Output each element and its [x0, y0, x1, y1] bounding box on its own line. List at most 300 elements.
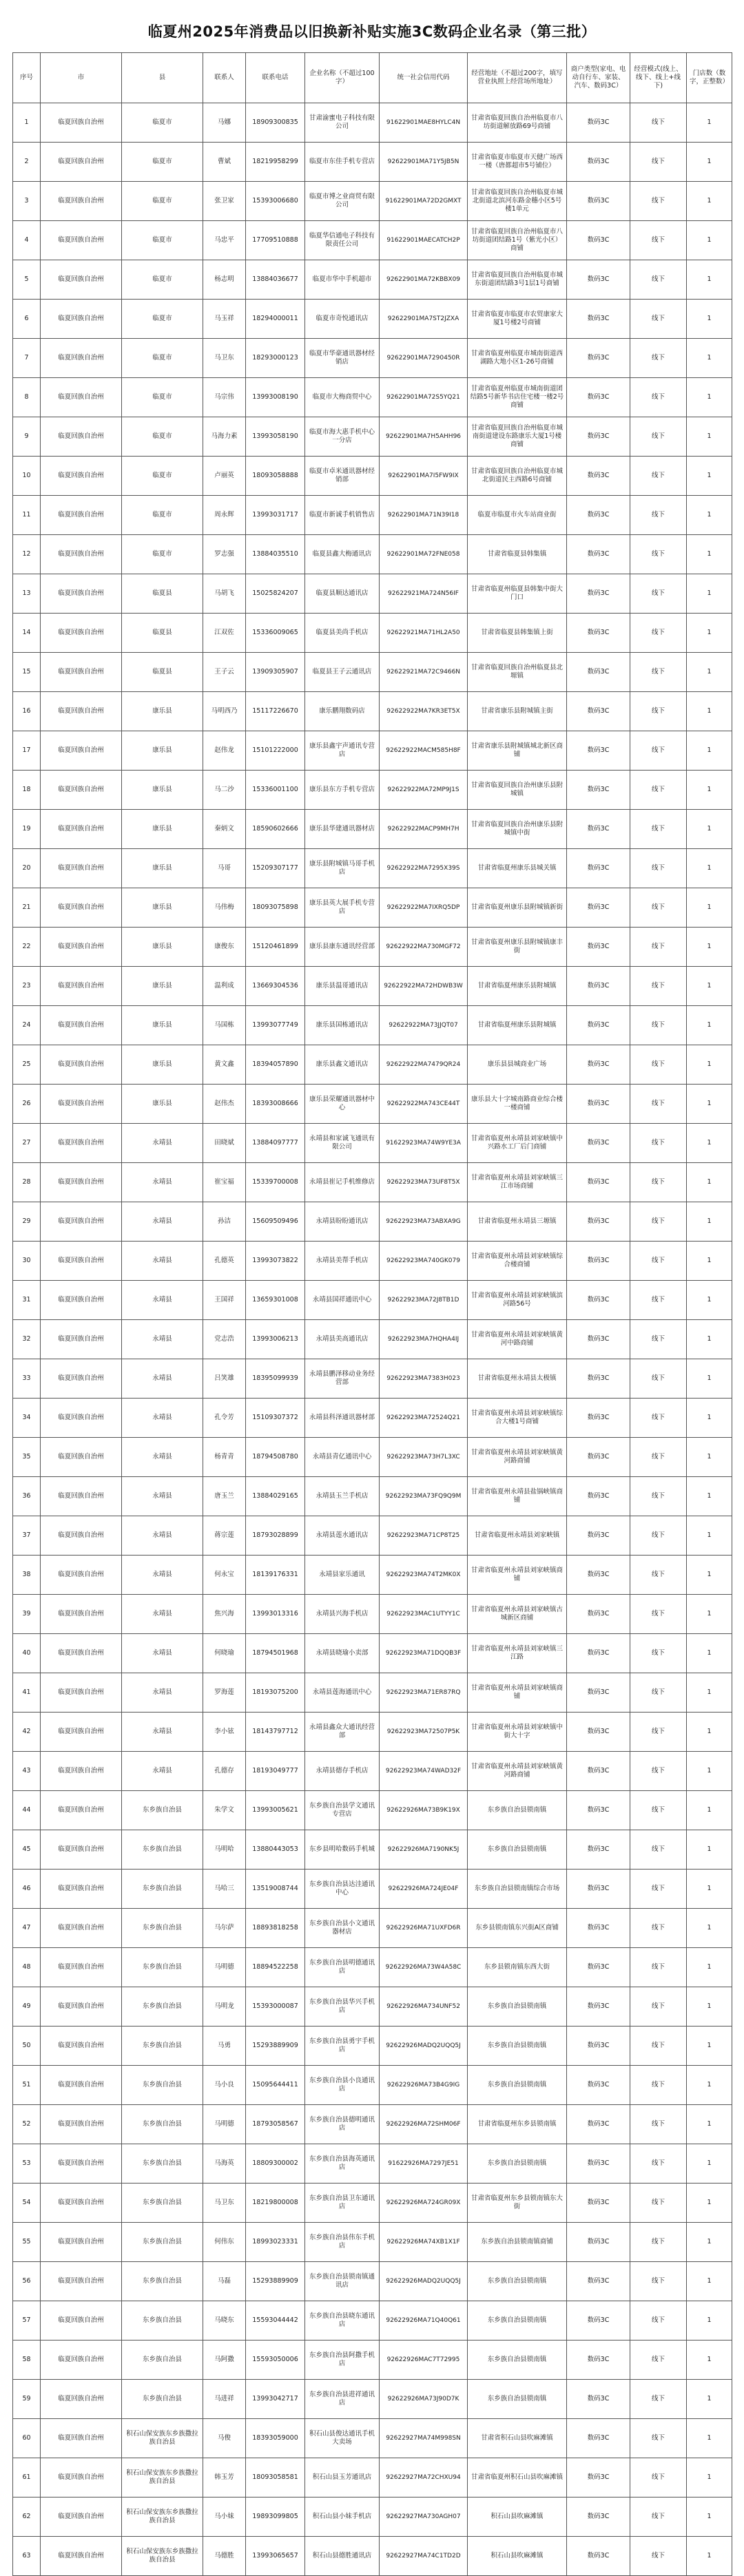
row-number: 29	[13, 1202, 41, 1242]
credit-code-cell: 92622926MA7190NK5J	[380, 1830, 468, 1870]
city-cell: 临夏回族自治州	[41, 1320, 122, 1359]
contact-cell: 焦兴海	[203, 1595, 246, 1634]
address-cell: 甘肃省临夏州永靖县刘家峡镇黄河路商铺	[468, 1438, 567, 1477]
row-number: 9	[13, 417, 41, 457]
business-mode-cell: 线下	[630, 1359, 687, 1399]
address-cell: 东乡族自治县锁南镇综合市场	[468, 1870, 567, 1909]
city-cell: 临夏回族自治州	[41, 1242, 122, 1281]
business-mode-cell: 线下	[630, 1752, 687, 1791]
contact-cell: 马尔萨	[203, 1909, 246, 1948]
address-cell: 东乡族自治县锁南镇	[468, 1987, 567, 2027]
phone-cell: 15593044442	[246, 2301, 305, 2341]
business-mode-cell: 线下	[630, 339, 687, 378]
credit-code-cell: 92622901MA72FNE058	[380, 535, 468, 574]
address-cell: 甘肃省临夏州东乡县锁南镇东大街	[468, 2184, 567, 2223]
store-count-cell: 1	[687, 221, 732, 260]
address-cell: 甘肃省临夏州永靖县刘家峡镇综合楼商铺	[468, 1242, 567, 1281]
address-cell: 东乡族自治县锁南镇	[468, 2144, 567, 2184]
row-number: 59	[13, 2380, 41, 2419]
table-row	[13, 260, 732, 300]
company-cell: 东乡族自治县伟东手机店	[305, 2223, 380, 2262]
contact-cell: 孔德存	[203, 1752, 246, 1791]
business-mode-cell: 线下	[630, 2458, 687, 2498]
contact-cell: 周永辉	[203, 496, 246, 535]
credit-code-cell: 91622901MA72D2GMXT	[380, 182, 468, 221]
business-mode-cell: 线下	[630, 182, 687, 221]
county-cell: 永靖县	[122, 1752, 203, 1791]
address-cell: 东乡族自治县锁南镇	[468, 1791, 567, 1830]
phone-cell: 15293889909	[246, 2262, 305, 2301]
county-cell: 东乡族自治县	[122, 2341, 203, 2380]
company-cell: 康乐县华建通讯器材店	[305, 810, 380, 849]
phone-cell: 18893818258	[246, 1909, 305, 1948]
address-cell: 甘肃省临夏县韩集镇上街	[468, 614, 567, 653]
county-cell: 东乡族自治县	[122, 1909, 203, 1948]
table-row	[13, 339, 732, 378]
row-number: 1	[13, 103, 41, 143]
company-cell: 永靖县青亿通讯中心	[305, 1438, 380, 1477]
city-cell: 临夏回族自治州	[41, 378, 122, 417]
city-cell: 临夏回族自治州	[41, 2301, 122, 2341]
address-cell: 甘肃省临夏州康乐县城关镇	[468, 849, 567, 888]
county-cell: 永靖县	[122, 1713, 203, 1752]
city-cell: 临夏回族自治州	[41, 2105, 122, 2144]
table-header-row	[13, 53, 732, 103]
address-cell: 东乡族自治县锁南镇	[468, 2341, 567, 2380]
county-cell: 临夏市	[122, 496, 203, 535]
county-cell: 永靖县	[122, 1673, 203, 1713]
store-count-cell: 1	[687, 339, 732, 378]
company-cell: 永靖县兴海手机店	[305, 1595, 380, 1634]
county-cell: 临夏市	[122, 457, 203, 496]
phone-cell: 13993073822	[246, 1242, 305, 1281]
phone-cell: 18393059000	[246, 2419, 305, 2458]
phone-cell: 17709510888	[246, 221, 305, 260]
store-count-cell: 1	[687, 182, 732, 221]
credit-code-cell: 92622923MA73ABXA9G	[380, 1202, 468, 1242]
business-mode-cell: 线下	[630, 1085, 687, 1124]
store-count-cell: 1	[687, 378, 732, 417]
phone-cell: 13884035510	[246, 535, 305, 574]
company-cell: 积石山县德胜通讯店	[305, 2537, 380, 2576]
contact-cell: 唐玉兰	[203, 1477, 246, 1516]
company-cell: 东乡族自治县小良通讯店	[305, 2066, 380, 2105]
merchant-type-cell: 数码3C	[567, 2262, 630, 2301]
merchant-type-cell: 数码3C	[567, 2027, 630, 2066]
contact-cell: 马勇	[203, 2027, 246, 2066]
address-cell: 东乡族自治县锁南镇商铺	[468, 2223, 567, 2262]
county-cell: 永靖县	[122, 1163, 203, 1202]
row-number: 33	[13, 1359, 41, 1399]
address-cell: 东乡族自治县锁南镇	[468, 2301, 567, 2341]
contact-cell: 马小良	[203, 2066, 246, 2105]
table-row	[13, 1202, 732, 1242]
merchant-type-cell: 数码3C	[567, 1634, 630, 1673]
row-number: 4	[13, 221, 41, 260]
contact-cell: 马俊	[203, 2419, 246, 2458]
city-cell: 临夏回族自治州	[41, 1713, 122, 1752]
address-cell: 积石山县吹麻滩镇	[468, 2537, 567, 2576]
city-cell: 临夏回族自治州	[41, 2419, 122, 2458]
business-mode-cell: 线下	[630, 1045, 687, 1085]
contact-cell: 何伟东	[203, 2223, 246, 2262]
phone-cell: 15593050006	[246, 2341, 305, 2380]
row-number: 15	[13, 653, 41, 692]
row-number: 62	[13, 2498, 41, 2537]
row-number: 41	[13, 1673, 41, 1713]
store-count-cell: 1	[687, 1830, 732, 1870]
county-cell: 康乐县	[122, 810, 203, 849]
row-number: 38	[13, 1556, 41, 1595]
store-count-cell: 1	[687, 928, 732, 967]
contact-cell: 马玉祥	[203, 300, 246, 339]
merchant-type-cell: 数码3C	[567, 1516, 630, 1556]
business-mode-cell: 线下	[630, 2262, 687, 2301]
company-cell: 永靖县科泽通讯器材部	[305, 1399, 380, 1438]
county-cell: 积石山保安族东乡族撒拉族自治县	[122, 2498, 203, 2537]
merchant-type-cell: 数码3C	[567, 143, 630, 182]
credit-code-cell: 92622923MA71ER87RQ	[380, 1673, 468, 1713]
city-cell: 临夏回族自治州	[41, 1006, 122, 1045]
contact-cell: 马卫东	[203, 339, 246, 378]
city-cell: 临夏回族自治州	[41, 1516, 122, 1556]
business-mode-cell: 线下	[630, 1830, 687, 1870]
merchant-type-cell: 数码3C	[567, 1791, 630, 1830]
row-number: 40	[13, 1634, 41, 1673]
column-header: 商户类型(家电、电动自行车、家装、汽车、数码3C）	[567, 53, 630, 103]
row-number: 12	[13, 535, 41, 574]
business-mode-cell: 线下	[630, 1634, 687, 1673]
business-mode-cell: 线下	[630, 1438, 687, 1477]
business-mode-cell: 线下	[630, 1202, 687, 1242]
address-cell: 东乡族自治县锁南镇	[468, 1830, 567, 1870]
company-cell: 康乐县鑫宇声通讯专营店	[305, 731, 380, 771]
business-mode-cell: 线下	[630, 614, 687, 653]
company-cell: 永靖县莲水通讯店	[305, 1516, 380, 1556]
table-row	[13, 1045, 732, 1085]
merchant-type-cell: 数码3C	[567, 1006, 630, 1045]
credit-code-cell: 92622926MA724JE04F	[380, 1870, 468, 1909]
contact-cell: 罗海莲	[203, 1673, 246, 1713]
credit-code-cell: 92622926MA724GR09X	[380, 2184, 468, 2223]
address-cell: 东乡县锁南镇东兴街A区商铺	[468, 1909, 567, 1948]
table-row	[13, 417, 732, 457]
merchant-type-cell: 数码3C	[567, 1163, 630, 1202]
business-mode-cell: 线下	[630, 2105, 687, 2144]
merchant-type-cell: 数码3C	[567, 1399, 630, 1438]
address-cell: 甘肃省临夏县韩集镇	[468, 535, 567, 574]
address-cell: 甘肃省临夏州康乐县附城镇	[468, 967, 567, 1006]
credit-code-cell: 92622901MA7I5FW9IX	[380, 457, 468, 496]
contact-cell: 马进祥	[203, 2380, 246, 2419]
company-cell: 永靖县德存手机店	[305, 1752, 380, 1791]
county-cell: 东乡族自治县	[122, 1948, 203, 1987]
phone-cell: 18393008666	[246, 1085, 305, 1124]
city-cell: 临夏回族自治州	[41, 1830, 122, 1870]
row-number: 25	[13, 1045, 41, 1085]
business-mode-cell: 线下	[630, 692, 687, 731]
company-cell: 永靖县和家诚飞通讯有限公司	[305, 1124, 380, 1163]
credit-code-cell: 92622927MA74C1TD2D	[380, 2537, 468, 2576]
county-cell: 东乡族自治县	[122, 2027, 203, 2066]
row-number: 48	[13, 1948, 41, 1987]
table-row	[13, 2419, 732, 2458]
store-count-cell: 1	[687, 260, 732, 300]
merchant-type-cell: 数码3C	[567, 2458, 630, 2498]
company-cell: 临夏市新诚手机销售店	[305, 496, 380, 535]
business-mode-cell: 线下	[630, 1399, 687, 1438]
county-cell: 临夏市	[122, 417, 203, 457]
company-cell: 永靖县晓瑜小卖部	[305, 1634, 380, 1673]
row-number: 39	[13, 1595, 41, 1634]
enterprise-table	[12, 52, 732, 2576]
merchant-type-cell: 数码3C	[567, 1438, 630, 1477]
table-row	[13, 1359, 732, 1399]
credit-code-cell: 92622926MA73J90D7K	[380, 2380, 468, 2419]
phone-cell: 18793028899	[246, 1516, 305, 1556]
city-cell: 临夏回族自治州	[41, 1477, 122, 1516]
table-row	[13, 1634, 732, 1673]
contact-cell: 吕笑雄	[203, 1359, 246, 1399]
row-number: 36	[13, 1477, 41, 1516]
county-cell: 永靖县	[122, 1516, 203, 1556]
row-number: 34	[13, 1399, 41, 1438]
row-number: 49	[13, 1987, 41, 2027]
row-number: 52	[13, 2105, 41, 2144]
county-cell: 东乡族自治县	[122, 2223, 203, 2262]
row-number: 54	[13, 2184, 41, 2223]
row-number: 26	[13, 1085, 41, 1124]
contact-cell: 蒋宗莲	[203, 1516, 246, 1556]
contact-cell: 杨青青	[203, 1438, 246, 1477]
address-cell: 甘肃省临夏州永靖县刘家峡镇商铺	[468, 1673, 567, 1713]
store-count-cell: 1	[687, 1006, 732, 1045]
credit-code-cell: 92622926MA72SHM06F	[380, 2105, 468, 2144]
city-cell: 临夏回族自治州	[41, 1124, 122, 1163]
table-row	[13, 2498, 732, 2537]
row-number: 58	[13, 2341, 41, 2380]
business-mode-cell: 线下	[630, 2498, 687, 2537]
merchant-type-cell: 数码3C	[567, 260, 630, 300]
credit-code-cell: 92622926MA71Q40Q61	[380, 2301, 468, 2341]
table-row	[13, 1281, 732, 1320]
store-count-cell: 1	[687, 1202, 732, 1242]
company-cell: 临夏市海大惠手机中心一分店	[305, 417, 380, 457]
merchant-type-cell: 数码3C	[567, 1281, 630, 1320]
business-mode-cell: 线下	[630, 967, 687, 1006]
company-cell: 东乡族自治县海英通讯店	[305, 2144, 380, 2184]
credit-code-cell: 92622923MA73FQ9Q9M	[380, 1477, 468, 1516]
county-cell: 康乐县	[122, 692, 203, 731]
address-cell: 甘肃省临夏回族自治州康乐县附城镇	[468, 771, 567, 810]
merchant-type-cell: 数码3C	[567, 692, 630, 731]
store-count-cell: 1	[687, 1399, 732, 1438]
phone-cell: 13993077749	[246, 1006, 305, 1045]
address-cell: 甘肃省临夏回族自治州临夏市城东街道团结路3号1层1号商铺	[468, 260, 567, 300]
phone-cell: 18590602666	[246, 810, 305, 849]
city-cell: 临夏回族自治州	[41, 771, 122, 810]
row-number: 44	[13, 1791, 41, 1830]
address-cell: 甘肃省临夏州永靖县刘家峡镇黄河路商铺	[468, 1752, 567, 1791]
table-row	[13, 378, 732, 417]
contact-cell: 孙洁	[203, 1202, 246, 1242]
column-header: 县	[122, 53, 203, 103]
county-cell: 康乐县	[122, 1085, 203, 1124]
city-cell: 临夏回族自治州	[41, 1948, 122, 1987]
page-title: 临夏州2025年消费品以旧换新补贴实施3C数码企业名录（第三批）	[147, 23, 597, 40]
business-mode-cell: 线下	[630, 653, 687, 692]
county-cell: 临夏县	[122, 653, 203, 692]
business-mode-cell: 线下	[630, 496, 687, 535]
row-number: 53	[13, 2144, 41, 2184]
phone-cell: 13993065657	[246, 2537, 305, 2576]
phone-cell: 18193075200	[246, 1673, 305, 1713]
county-cell: 东乡族自治县	[122, 2301, 203, 2341]
table-row	[13, 1556, 732, 1595]
credit-code-cell: 92622922MA7295X39S	[380, 849, 468, 888]
table-row	[13, 692, 732, 731]
address-cell: 甘肃省临夏州永靖县刘家峡镇中街大十字	[468, 1713, 567, 1752]
phone-cell: 18394057890	[246, 1045, 305, 1085]
business-mode-cell: 线下	[630, 103, 687, 143]
company-cell: 永靖县鹏泽移动业务经营部	[305, 1359, 380, 1399]
row-number: 28	[13, 1163, 41, 1202]
credit-code-cell: 92622921MA724N56IF	[380, 574, 468, 614]
table-row	[13, 2144, 732, 2184]
merchant-type-cell: 数码3C	[567, 1320, 630, 1359]
table-row	[13, 810, 732, 849]
city-cell: 临夏回族自治州	[41, 1909, 122, 1948]
credit-code-cell: 92622922MA730MGF72	[380, 928, 468, 967]
city-cell: 临夏回族自治州	[41, 2498, 122, 2537]
city-cell: 临夏回族自治州	[41, 888, 122, 928]
table-row	[13, 2458, 732, 2498]
address-cell: 甘肃省康乐县附城镇城北新区商铺	[468, 731, 567, 771]
city-cell: 临夏回族自治州	[41, 2341, 122, 2380]
city-cell: 临夏回族自治州	[41, 2027, 122, 2066]
address-cell: 甘肃省临夏州永靖县刘家峡镇商铺	[468, 1556, 567, 1595]
table-row	[13, 1595, 732, 1634]
phone-cell: 13669304536	[246, 967, 305, 1006]
city-cell: 临夏回族自治州	[41, 1791, 122, 1830]
company-cell: 东乡族自治县阿撒手机店	[305, 2341, 380, 2380]
address-cell: 甘肃省临夏回族自治州临夏市城北街道民主西路6号商铺	[468, 457, 567, 496]
table-row	[13, 888, 732, 928]
merchant-type-cell: 数码3C	[567, 1909, 630, 1948]
table-row	[13, 2066, 732, 2105]
merchant-type-cell: 数码3C	[567, 928, 630, 967]
table-row	[13, 1870, 732, 1909]
store-count-cell: 1	[687, 1477, 732, 1516]
business-mode-cell: 线下	[630, 1673, 687, 1713]
county-cell: 临夏县	[122, 574, 203, 614]
business-mode-cell: 线下	[630, 1006, 687, 1045]
row-number: 17	[13, 731, 41, 771]
row-number: 18	[13, 771, 41, 810]
address-cell: 甘肃省临夏州东乡县锁南镇	[468, 2105, 567, 2144]
company-cell: 临夏市东佳手机专营店	[305, 143, 380, 182]
city-cell: 临夏回族自治州	[41, 143, 122, 182]
merchant-type-cell: 数码3C	[567, 1242, 630, 1281]
contact-cell: 马明龙	[203, 1987, 246, 2027]
county-cell: 康乐县	[122, 967, 203, 1006]
row-number: 11	[13, 496, 41, 535]
table-row	[13, 574, 732, 614]
row-number: 51	[13, 2066, 41, 2105]
city-cell: 临夏回族自治州	[41, 1085, 122, 1124]
credit-code-cell: 92622926MA74XB1X1F	[380, 2223, 468, 2262]
table-row	[13, 614, 732, 653]
credit-code-cell: 92622921MA72C9466N	[380, 653, 468, 692]
business-mode-cell: 线下	[630, 574, 687, 614]
table-row	[13, 535, 732, 574]
row-number: 30	[13, 1242, 41, 1281]
table-row	[13, 182, 732, 221]
table-row	[13, 2301, 732, 2341]
store-count-cell: 1	[687, 1870, 732, 1909]
credit-code-cell: 92622926MA71UXFD6R	[380, 1909, 468, 1948]
city-cell: 临夏回族自治州	[41, 967, 122, 1006]
merchant-type-cell: 数码3C	[567, 103, 630, 143]
city-cell: 临夏回族自治州	[41, 1438, 122, 1477]
credit-code-cell: 92622901MA7ST2JZXA	[380, 300, 468, 339]
store-count-cell: 1	[687, 967, 732, 1006]
city-cell: 临夏回族自治州	[41, 2066, 122, 2105]
contact-cell: 马阿撒	[203, 2341, 246, 2380]
contact-cell: 马磊	[203, 2262, 246, 2301]
credit-code-cell: 92622926MA73B4G9IG	[380, 2066, 468, 2105]
store-count-cell: 1	[687, 614, 732, 653]
company-cell: 康乐县东方手机专营店	[305, 771, 380, 810]
contact-cell: 马胡飞	[203, 574, 246, 614]
merchant-type-cell: 数码3C	[567, 1045, 630, 1085]
merchant-type-cell: 数码3C	[567, 1673, 630, 1713]
store-count-cell: 1	[687, 1320, 732, 1359]
phone-cell: 18894522258	[246, 1948, 305, 1987]
contact-cell: 党志浩	[203, 1320, 246, 1359]
contact-cell: 孔德英	[203, 1242, 246, 1281]
merchant-type-cell: 数码3C	[567, 1713, 630, 1752]
county-cell: 东乡族自治县	[122, 2184, 203, 2223]
contact-cell: 张卫家	[203, 182, 246, 221]
store-count-cell: 1	[687, 1516, 732, 1556]
store-count-cell: 1	[687, 2301, 732, 2341]
store-count-cell: 1	[687, 1124, 732, 1163]
contact-cell: 马海英	[203, 2144, 246, 2184]
table-row	[13, 2223, 732, 2262]
store-count-cell: 1	[687, 1242, 732, 1281]
contact-cell: 卢丽英	[203, 457, 246, 496]
phone-cell: 18395099939	[246, 1359, 305, 1399]
county-cell: 积石山保安族东乡族撒拉族自治县	[122, 2419, 203, 2458]
contact-cell: 秦炳文	[203, 810, 246, 849]
address-cell: 甘肃省临夏回族自治州临夏市八坊街道团结路1号（紫光小区）商铺	[468, 221, 567, 260]
company-cell: 临夏华信通电子科技有限责任公司	[305, 221, 380, 260]
merchant-type-cell: 数码3C	[567, 614, 630, 653]
phone-cell: 15117226670	[246, 692, 305, 731]
business-mode-cell: 线下	[630, 300, 687, 339]
store-count-cell: 1	[687, 574, 732, 614]
phone-cell: 15109307372	[246, 1399, 305, 1438]
company-cell: 东乡族自治县华兴手机店	[305, 1987, 380, 2027]
row-number: 5	[13, 260, 41, 300]
contact-cell: 马明西乃	[203, 692, 246, 731]
credit-code-cell: 92622901MA71Y5JB5N	[380, 143, 468, 182]
city-cell: 临夏回族自治州	[41, 300, 122, 339]
county-cell: 东乡族自治县	[122, 2380, 203, 2419]
store-count-cell: 1	[687, 2380, 732, 2419]
table-row	[13, 2027, 732, 2066]
